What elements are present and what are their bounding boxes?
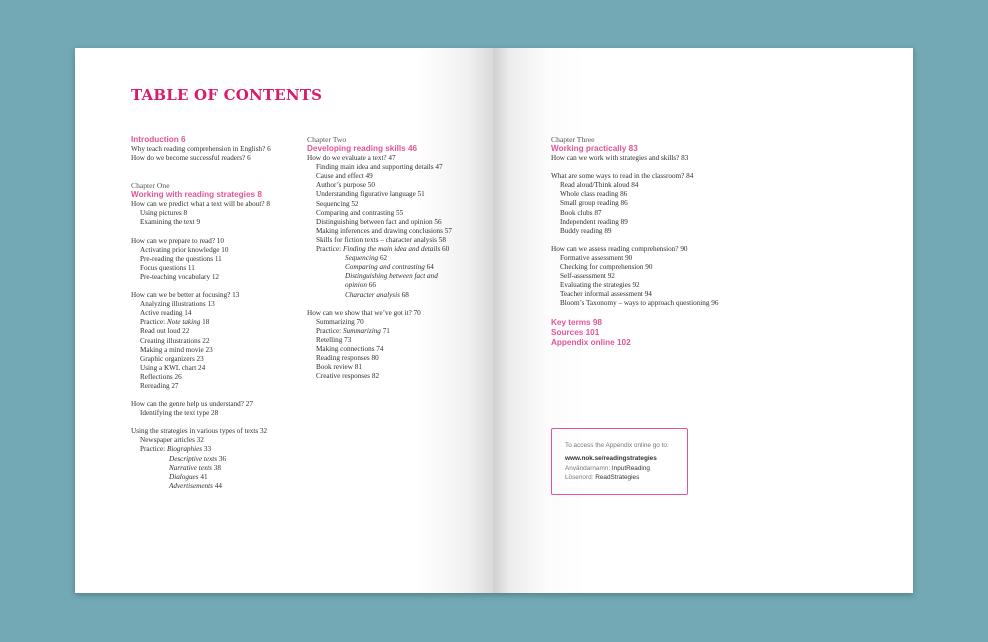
toc-subentry[interactable]: Read aloud/Think aloud 84 xyxy=(560,181,639,190)
toc-subentry[interactable]: Finding main idea and supporting details 47 xyxy=(316,163,443,172)
toc-subentry[interactable]: Examining the text 9 xyxy=(140,218,201,227)
entry-title: Comparing and contrasting xyxy=(345,263,425,272)
toc-subentry[interactable] xyxy=(307,245,452,254)
toc-subentry[interactable]: Creating illustrations 22 xyxy=(140,336,210,345)
toc-practice-entry[interactable] xyxy=(131,455,271,464)
toc-subentry[interactable]: Understanding figurative language 51 xyxy=(316,190,425,199)
toc-subentry[interactable]: Summarizing 70 xyxy=(316,317,364,326)
toc-subentry[interactable]: Identifying the text type 28 xyxy=(140,409,219,418)
page-number: 44 xyxy=(212,481,222,490)
page-number: 60 xyxy=(440,245,450,254)
entry-title: Character analysis xyxy=(345,290,400,299)
practice-label: Practice: xyxy=(316,326,343,335)
toc-subentry[interactable]: Sequencing 52 xyxy=(316,199,359,208)
toc-entry[interactable]: How do we become successful readers? 6 xyxy=(131,154,251,163)
toc-subentry[interactable] xyxy=(131,445,271,454)
chapter-label: Chapter Three xyxy=(551,135,595,144)
toc-entry[interactable]: How can we be better at focusing? 13 xyxy=(131,291,240,300)
practice-label: Practice: xyxy=(140,445,167,454)
spacer xyxy=(551,163,718,172)
page-number: 62 xyxy=(378,254,388,263)
toc-subentry[interactable]: Graphic organizers 23 xyxy=(140,354,204,363)
toc-entry[interactable]: How can we show that we’ve got it? 70 xyxy=(307,308,421,317)
toc-practice-entry[interactable] xyxy=(307,263,452,272)
page-number: 33 xyxy=(202,445,212,454)
toc-subentry[interactable]: Comparing and contrasting 55 xyxy=(316,208,404,217)
entry-title: Sequencing xyxy=(345,254,379,263)
toc-subentry[interactable]: Using pictures 8 xyxy=(140,209,188,218)
spacer xyxy=(307,300,452,309)
entry-title: opinion xyxy=(345,281,367,290)
spacer xyxy=(131,163,271,172)
chapter-label: Chapter One xyxy=(131,181,170,191)
page-number: 38 xyxy=(211,463,221,472)
toc-practice-entry[interactable] xyxy=(307,291,452,300)
spacer xyxy=(131,282,271,291)
toc-subentry[interactable]: Checking for comprehension 90 xyxy=(560,263,653,272)
toc-subentry[interactable]: Skills for fiction texts – character analysis 58 xyxy=(316,235,446,244)
toc-entry[interactable]: How can we predict what a text will be about? 8 xyxy=(131,200,270,209)
chapter-label: Chapter Two xyxy=(307,135,347,144)
page-number: 64 xyxy=(424,263,434,272)
toc-subentry[interactable]: Independent reading 89 xyxy=(560,217,628,226)
toc-practice-entry[interactable] xyxy=(307,281,452,290)
page-number: 71 xyxy=(380,326,390,335)
toc-subentry[interactable]: Distinguishing between fact and opinion 56 xyxy=(316,217,442,226)
toc-practice-entry[interactable] xyxy=(131,473,271,482)
toc-entry[interactable]: How can we prepare to read? 10 xyxy=(131,236,224,245)
spacer xyxy=(551,309,718,318)
spacer xyxy=(131,418,271,427)
section-heading[interactable]: Developing reading skills 46 xyxy=(307,144,418,154)
toc-subentry[interactable]: Book review 81 xyxy=(316,363,362,372)
toc-entry[interactable]: How can the genre help us understand? 27 xyxy=(131,400,253,409)
toc-subentry[interactable]: Book clubs 87 xyxy=(560,208,602,217)
entry-title: Biographies xyxy=(166,445,203,454)
appendix-intro: To access the Appendix online go to: xyxy=(565,442,669,449)
toc-subentry[interactable]: Activating prior knowledge 10 xyxy=(140,245,229,254)
toc-subentry[interactable] xyxy=(307,327,452,336)
toc-subentry[interactable]: Pre-reading the questions 11 xyxy=(140,254,222,263)
toc-subentry[interactable]: Formative assessment 90 xyxy=(560,253,633,262)
toc-subentry[interactable]: Reflections 26 xyxy=(140,372,182,381)
toc-subentry[interactable]: Analyzing illustrations 13 xyxy=(140,300,215,309)
toc-subentry[interactable]: Teacher informal assessment 94 xyxy=(560,290,652,299)
toc-practice-entry[interactable] xyxy=(307,272,452,281)
toc-subentry[interactable]: Retelling 73 xyxy=(316,335,352,344)
toc-column-2 xyxy=(307,135,452,381)
toc-subentry[interactable]: Making inferences and drawing conclusions 57 xyxy=(316,226,452,235)
page-number: 36 xyxy=(217,454,227,463)
toc-subentry[interactable]: Focus questions 11 xyxy=(140,263,195,272)
page-number: 68 xyxy=(399,290,409,299)
toc-subentry[interactable]: Using a KWL chart 24 xyxy=(140,363,206,372)
toc-subentry[interactable]: Self-assessment 92 xyxy=(560,272,615,281)
entry-title: Finding the main idea and details xyxy=(342,245,441,254)
toc-practice-entry[interactable] xyxy=(131,464,271,473)
toc-column-3 xyxy=(551,135,718,348)
toc-subentry[interactable]: Whole class reading 86 xyxy=(560,190,628,199)
toc-subentry[interactable]: Cause and effect 49 xyxy=(316,172,373,181)
section-heading[interactable]: Introduction 6 xyxy=(131,135,186,144)
practice-label: Practice: xyxy=(140,318,167,327)
toc-subentry[interactable]: Making a mind movie 23 xyxy=(140,345,213,354)
toc-subentry[interactable]: Read out loud 22 xyxy=(140,327,190,336)
toc-entry[interactable]: Using the strategies in various types of texts 32 xyxy=(131,427,268,436)
section-heading[interactable]: Key terms 98 xyxy=(551,317,602,327)
section-heading[interactable]: Working practically 83 xyxy=(551,144,638,154)
toc-column-1 xyxy=(131,135,271,491)
toc-subentry[interactable]: Small group reading 86 xyxy=(560,199,628,208)
entry-title: Descriptive texts xyxy=(169,454,218,463)
toc-subentry[interactable]: Pre-teaching vocabulary 12 xyxy=(140,272,220,281)
toc-subentry[interactable]: Newspaper articles 32 xyxy=(140,436,204,445)
toc-subentry[interactable]: Buddy reading 89 xyxy=(560,226,612,235)
toc-subentry[interactable]: Reading responses 80 xyxy=(316,354,379,363)
toc-subentry[interactable] xyxy=(131,318,271,327)
appendix-url[interactable]: www.nok.se/readingstrategies xyxy=(565,455,657,463)
username-label: Användarnamn: xyxy=(565,464,611,472)
section-heading[interactable]: Sources 101 xyxy=(551,327,600,337)
toc-subentry[interactable]: Evaluating the strategies 92 xyxy=(560,281,640,290)
toc-entry[interactable]: How do we evaluate a text? 47 xyxy=(307,154,396,163)
toc-subentry[interactable]: Rereading 27 xyxy=(140,381,179,390)
spacer xyxy=(131,172,271,181)
password-value: ReadStrategies xyxy=(595,474,640,482)
username-line xyxy=(565,464,687,473)
spacer xyxy=(131,228,271,237)
username-value: InputReading xyxy=(611,464,650,472)
practice-label: Practice: xyxy=(316,245,343,254)
section-heading[interactable]: Appendix online 102 xyxy=(551,337,631,347)
toc-subentry[interactable]: Making connections 74 xyxy=(316,344,384,353)
spacer xyxy=(551,236,718,245)
entry-title: Advertisements xyxy=(169,481,213,490)
password-label: Lösenord: xyxy=(565,474,594,482)
entry-title: Distinguishing between fact and xyxy=(345,272,438,281)
toc-subentry[interactable]: Author’s purpose 50 xyxy=(316,181,375,190)
toc-entry[interactable]: How can we assess reading comprehension? 90 xyxy=(551,244,688,253)
entry-title: Narrative texts xyxy=(169,463,212,472)
entry-title: Dialogues xyxy=(169,472,199,481)
book-spread xyxy=(75,48,913,593)
toc-entry[interactable]: Why teach reading comprehension in English? 6 xyxy=(131,145,271,153)
entry-title: Summarizing xyxy=(342,326,381,335)
section-heading[interactable]: Working with reading strategies 8 xyxy=(131,190,262,200)
password-line xyxy=(565,473,687,482)
toc-subentry[interactable]: Creative responses 82 xyxy=(316,372,380,381)
toc-practice-entry[interactable] xyxy=(307,254,452,263)
page-number: 66 xyxy=(366,281,376,290)
toc-entry[interactable]: How can we work with strategies and skills? 83 xyxy=(551,154,689,163)
appendix-access-box xyxy=(551,428,688,495)
spacer xyxy=(131,391,271,400)
page-number: 18 xyxy=(200,318,210,327)
page-number: 41 xyxy=(198,472,208,481)
page-title: TABLE OF CONTENTS xyxy=(131,86,323,104)
toc-entry[interactable]: What are some ways to read in the classroom? 84 xyxy=(551,172,694,181)
toc-subentry[interactable]: Active reading 14 xyxy=(140,309,192,318)
entry-title: Note taking xyxy=(166,318,201,327)
toc-practice-entry[interactable] xyxy=(131,482,271,491)
toc-subentry[interactable]: Bloom’s Taxonomy – ways to approach questioning 96 xyxy=(560,299,719,308)
